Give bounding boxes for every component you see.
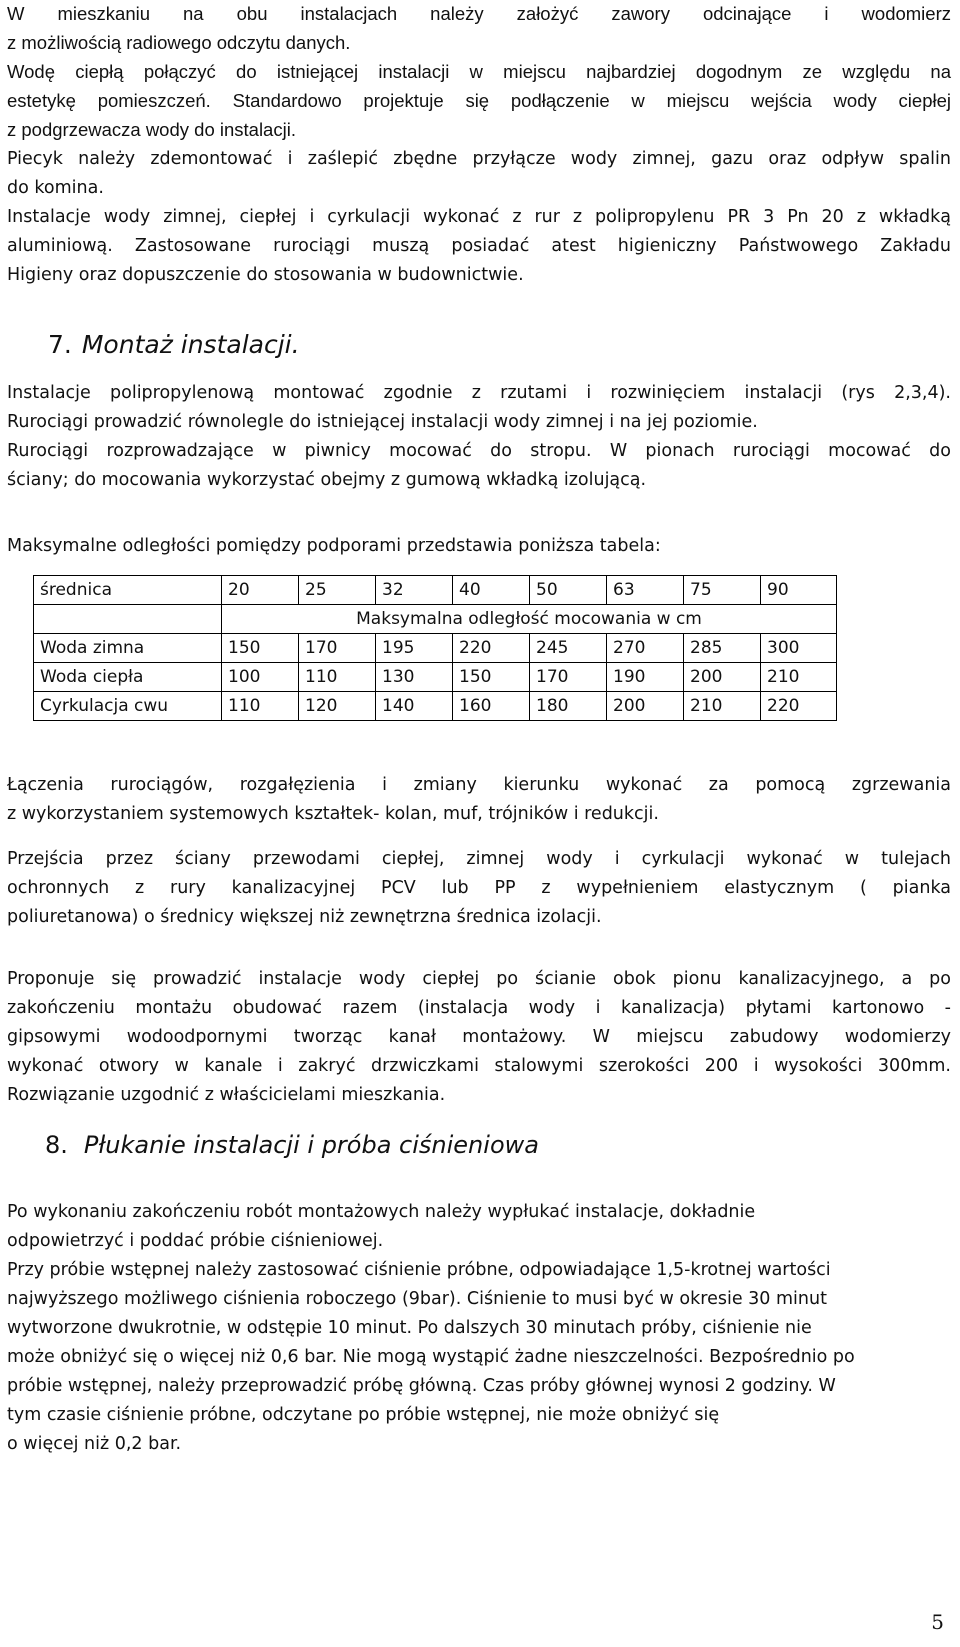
section-8-number: 8. (45, 1131, 68, 1159)
section-8-line-2: odpowietrzyć i poddać próbie ciśnieniowej. (7, 1231, 384, 1251)
proposal-line-4: wykonać otwory w kanale i zakryć drzwiczkami stalowymi szerokości 200 i wysokości 300mm. (7, 1056, 951, 1076)
section-8-line-8: tym czasie ciśnienie próbne, odczytane po próbie wstępnej, nie może obniżyć się (7, 1405, 720, 1425)
section-8-line-9: o więcej niż 0,2 bar. (7, 1434, 182, 1454)
walls-line-1: Przejścia przez ściany przewodami ciepłej, zimnej wody i cyrkulacji wykonać w tulejach (7, 849, 951, 869)
value-cell: 300 (761, 634, 837, 663)
table-row (34, 692, 837, 721)
joints-line-1: Łączenia rurociągów, rozgałęzienia i zmiany kierunku wykonać za pomocą zgrzewania (7, 775, 951, 795)
value-cell: 200 (684, 663, 761, 692)
value-cell: 160 (453, 692, 530, 721)
diameter-cell: 20 (222, 576, 299, 605)
intro-line-4: estetykę pomieszczeń. Standardowo projektuje się podłączenie w miejscu wejścia wody ciepłej (7, 90, 951, 111)
value-cell: 110 (222, 692, 299, 721)
section-7-title: Montaż instalacji. (81, 330, 300, 359)
proposal-line-2: zakończeniu montażu obudować razem (instalacja wody i kanalizacja) płytami kartonowo - (7, 998, 951, 1018)
value-cell: 180 (530, 692, 607, 721)
intro-line-5: z podgrzewacza wody do instalacji. (7, 119, 296, 140)
proposal-line-3: gipsowymi wodoodpornymi tworząc kanał montażowy. W miejscu zabudowy wodomierzy (7, 1027, 951, 1047)
value-cell: 245 (530, 634, 607, 663)
value-cell: 140 (376, 692, 453, 721)
row-label: Woda ciepła (34, 663, 222, 692)
section-7-line-4: ściany; do mocowania wykorzystać obejmy z gumową wkładką izolującą. (7, 470, 647, 490)
value-cell: 150 (222, 634, 299, 663)
section-7-line-1: Instalacje polipropylenową montować zgodnie z rzutami i rozwinięciem instalacji (rys 2,3,4). (7, 383, 951, 403)
support-distance-table (33, 575, 837, 721)
diameter-cell: 90 (761, 576, 837, 605)
diameter-cell: 63 (607, 576, 684, 605)
value-cell: 120 (299, 692, 376, 721)
table-header-label: średnica (34, 576, 222, 605)
row-label: Woda zimna (34, 634, 222, 663)
proposal-line-5: Rozwiązanie uzgodnić z właścicielami mieszkania. (7, 1085, 446, 1105)
table-row (34, 634, 837, 663)
diameter-cell: 32 (376, 576, 453, 605)
diameter-cell: 75 (684, 576, 761, 605)
section-7-heading (48, 330, 300, 359)
diameter-cell: 50 (530, 576, 607, 605)
value-cell: 195 (376, 634, 453, 663)
proposal-line-1: Proponuje się prowadzić instalacje wody ciepłej po ścianie obok pionu kanalizacyjnego, a po (7, 969, 951, 989)
value-cell: 210 (761, 663, 837, 692)
table-empty-cell (34, 605, 222, 634)
row-label: Cyrkulacja cwu (34, 692, 222, 721)
walls-line-3: poliuretanowa) o średnicy większej niż zewnętrzna średnica izolacji. (7, 907, 602, 927)
section-7-line-3: Rurociągi rozprowadzające w piwnicy mocować do stropu. W pionach rurociągi mocować do (7, 441, 951, 461)
value-cell: 150 (453, 663, 530, 692)
section-8-line-1: Po wykonaniu zakończeniu robót montażowych należy wypłukać instalacje, dokładnie (7, 1202, 756, 1222)
intro-line-10: Higieny oraz dopuszczenie do stosowania w budownictwie. (7, 265, 524, 285)
value-cell: 170 (530, 663, 607, 692)
diameter-cell: 25 (299, 576, 376, 605)
page-number: 5 (931, 1610, 944, 1634)
table-caption-row (34, 605, 837, 634)
intro-line-7: do komina. (7, 178, 104, 198)
value-cell: 170 (299, 634, 376, 663)
value-cell: 285 (684, 634, 761, 663)
value-cell: 210 (684, 692, 761, 721)
value-cell: 200 (607, 692, 684, 721)
section-8-line-4: najwyższego możliwego ciśnienia roboczego (9bar). Ciśnienie to musi być w okresie 30 minut (7, 1289, 827, 1309)
section-8-line-6: może obniżyć się o więcej niż 0,6 bar. Nie mogą wystąpić żadne nieszczelności. Bezpośrednio po (7, 1347, 855, 1367)
intro-line-9: aluminiową. Zastosowane rurociągi muszą posiadać atest higieniczny Państwowego Zakładu (7, 236, 951, 256)
section-7-number: 7. (48, 330, 72, 359)
section-8-line-5: wytworzone dwukrotnie, w odstępie 10 minut. Po dalszych 30 minutach próby, ciśnienie nie (7, 1318, 812, 1338)
section-8-line-7: próbie wstępnej, należy przeprowadzić próbę główną. Czas próby głównej wynosi 2 godziny. W (7, 1376, 836, 1396)
value-cell: 220 (761, 692, 837, 721)
section-8-title: Płukanie instalacji i próba ciśnieniowa (83, 1131, 539, 1159)
walls-line-2: ochronnych z rury kanalizacyjnej PCV lub PP z wypełnieniem elastycznym ( pianka (7, 878, 951, 898)
table-header-row (34, 576, 837, 605)
intro-line-8: Instalacje wody zimnej, ciepłej i cyrkulacji wykonać z rur z polipropylenu PR 3 Pn 20 z wkładką (7, 207, 951, 227)
table-row (34, 663, 837, 692)
value-cell: 190 (607, 663, 684, 692)
intro-line-3: Wodę ciepłą połączyć do istniejącej instalacji w miejscu najbardziej dogodnym ze względu na (7, 61, 951, 82)
table-caption: Maksymalna odległość mocowania w cm (222, 605, 837, 634)
section-7-line-2: Rurociągi prowadzić równolegle do istniejącej instalacji wody zimnej i na jej poziomie. (7, 412, 758, 432)
value-cell: 110 (299, 663, 376, 692)
joints-line-2: z wykorzystaniem systemowych kształtek- kolan, muf, trójników i redukcji. (7, 804, 659, 824)
value-cell: 220 (453, 634, 530, 663)
section-8-line-3: Przy próbie wstępnej należy zastosować ciśnienie próbne, odpowiadające 1,5-krotnej wartości (7, 1260, 831, 1280)
value-cell: 100 (222, 663, 299, 692)
intro-line-6: Piecyk należy zdemontować i zaślepić zbędne przyłącze wody zimnej, gazu oraz odpływ spalin (7, 149, 951, 169)
section-8-heading (45, 1131, 539, 1159)
value-cell: 130 (376, 663, 453, 692)
intro-line-2: z możliwością radiowego odczytu danych. (7, 32, 351, 53)
table-intro: Maksymalne odległości pomiędzy podporami przedstawia poniższa tabela: (7, 536, 661, 556)
diameter-cell: 40 (453, 576, 530, 605)
intro-line-1: W mieszkaniu na obu instalacjach należy założyć zawory odcinające i wodomierz (7, 3, 951, 24)
value-cell: 270 (607, 634, 684, 663)
